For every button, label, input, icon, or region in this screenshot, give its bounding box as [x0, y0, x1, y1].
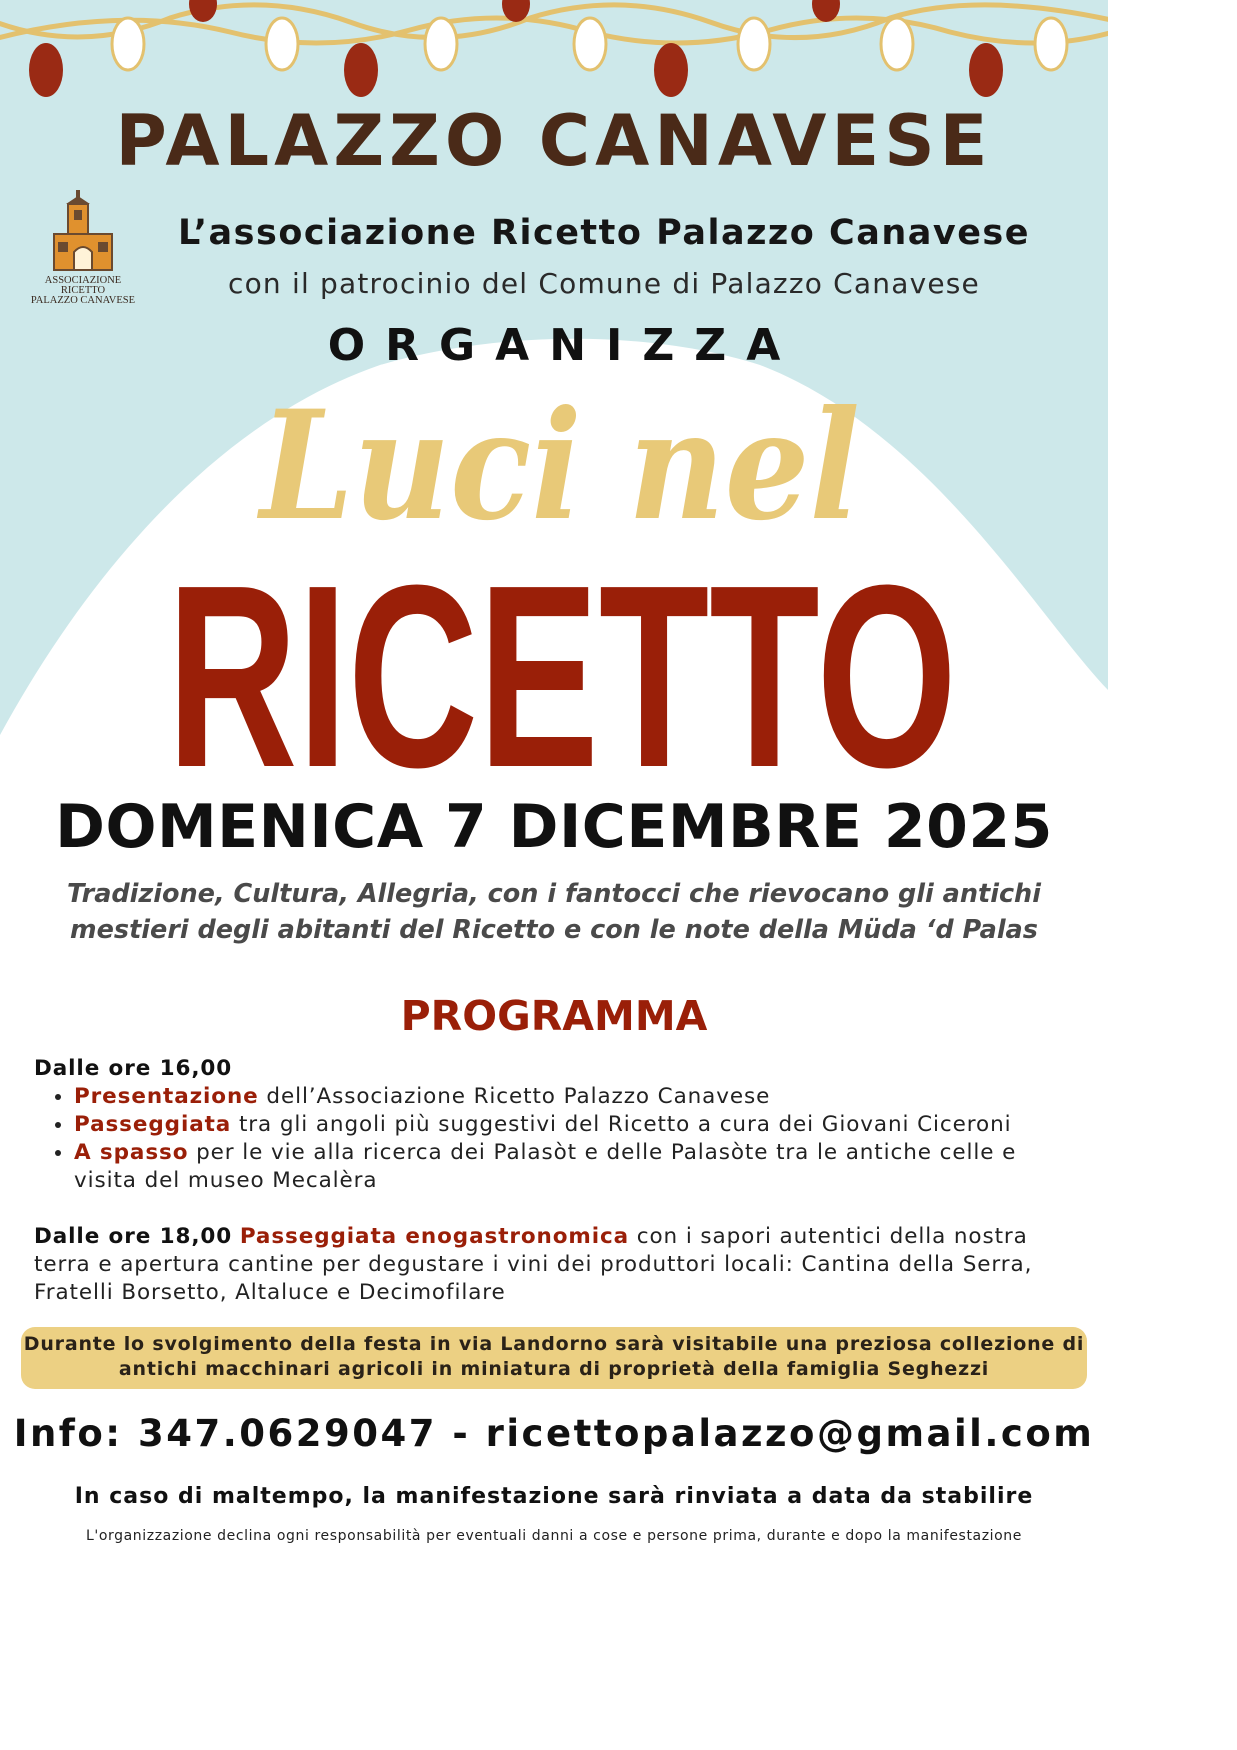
title-main: RICETTO [167, 532, 957, 790]
block1-time: Dalle ore 16,00 [34, 1056, 233, 1081]
block1-items [34, 1083, 1084, 1195]
list-item [74, 1139, 1084, 1195]
list-item [74, 1083, 1084, 1111]
title-script: Luci nel [256, 378, 860, 554]
item-text: per le vie alla ricerca dei Palasòt e delle Palasòte tra le antiche celle e visita del museo Mecalèra [74, 1140, 1017, 1193]
logo-text-line2: RICETTO [60, 285, 106, 296]
logo-text-line3: PALAZZO CANAVESE [30, 295, 136, 306]
christmas-light-bulbs-icon [0, 0, 1108, 110]
block2-time: Dalle ore 18,00 [34, 1224, 233, 1249]
programma-heading: PROGRAMMA [400, 992, 708, 1040]
tagline-line1: Tradizione, Cultura, Allegria, con i fantocci che rievocano gli antichi [67, 879, 1041, 909]
item-highlight: A spasso [74, 1140, 189, 1165]
association-name: L’associazione Ricetto Palazzo Canavese [178, 213, 1030, 253]
block2-text: con i sapori autentici della nostra terra e apertura cantine per degustare i vini dei produttori locali: Cantina della Serra, Fratelli Borsetto, Altaluce e Decimofilare [34, 1224, 1033, 1305]
item-text: dell’Associazione Ricetto Palazzo Canavese [258, 1084, 771, 1109]
notice-line1: Durante lo svolgimento della festa in via Landorno sarà visitabile una preziosa collezione di [23, 1333, 1085, 1355]
programma-list [34, 1055, 1084, 1307]
organizza-heading: ORGANIZZA [327, 320, 801, 371]
patronage-line: con il patrocinio del Comune di Palazzo Canavese [228, 267, 980, 300]
contact-info: Info: 347.0629047 - ricettopalazzo@gmail.com [13, 1412, 1095, 1455]
disclaimer: L'organizzazione declina ogni responsabilità per eventuali danni a cose e persone prima, durante e dopo la manifestazione [86, 1528, 1022, 1544]
logo-text-line1: ASSOCIAZIONE [44, 275, 122, 286]
item-text: tra gli angoli più suggestivi del Ricetto a cura dei Giovani Ciceroni [231, 1112, 1012, 1137]
block2-highlight: Passeggiata enogastronomica [239, 1224, 630, 1249]
item-highlight: Passeggiata [74, 1112, 232, 1137]
event-date: DOMENICA 7 DICEMBRE 2025 [55, 792, 1053, 862]
notice-line2: antichi macchinari agricoli in miniatura di proprietà della famiglia Seghezzi [118, 1358, 990, 1380]
notice-text [21, 1332, 1087, 1382]
weather-notice: In caso di maltempo, la manifestazione sarà rinviata a data da stabilire [74, 1484, 1034, 1509]
list-item [74, 1111, 1084, 1139]
event-title [0, 370, 1108, 790]
tagline-line2: mestieri degli abitanti del Ricetto e con le note della Müda ‘d Palas [70, 915, 1038, 945]
item-highlight: Presentazione [74, 1084, 259, 1109]
town-title: PALAZZO CANAVESE [115, 100, 993, 182]
block2 [34, 1223, 1084, 1307]
event-tagline [30, 876, 1078, 948]
